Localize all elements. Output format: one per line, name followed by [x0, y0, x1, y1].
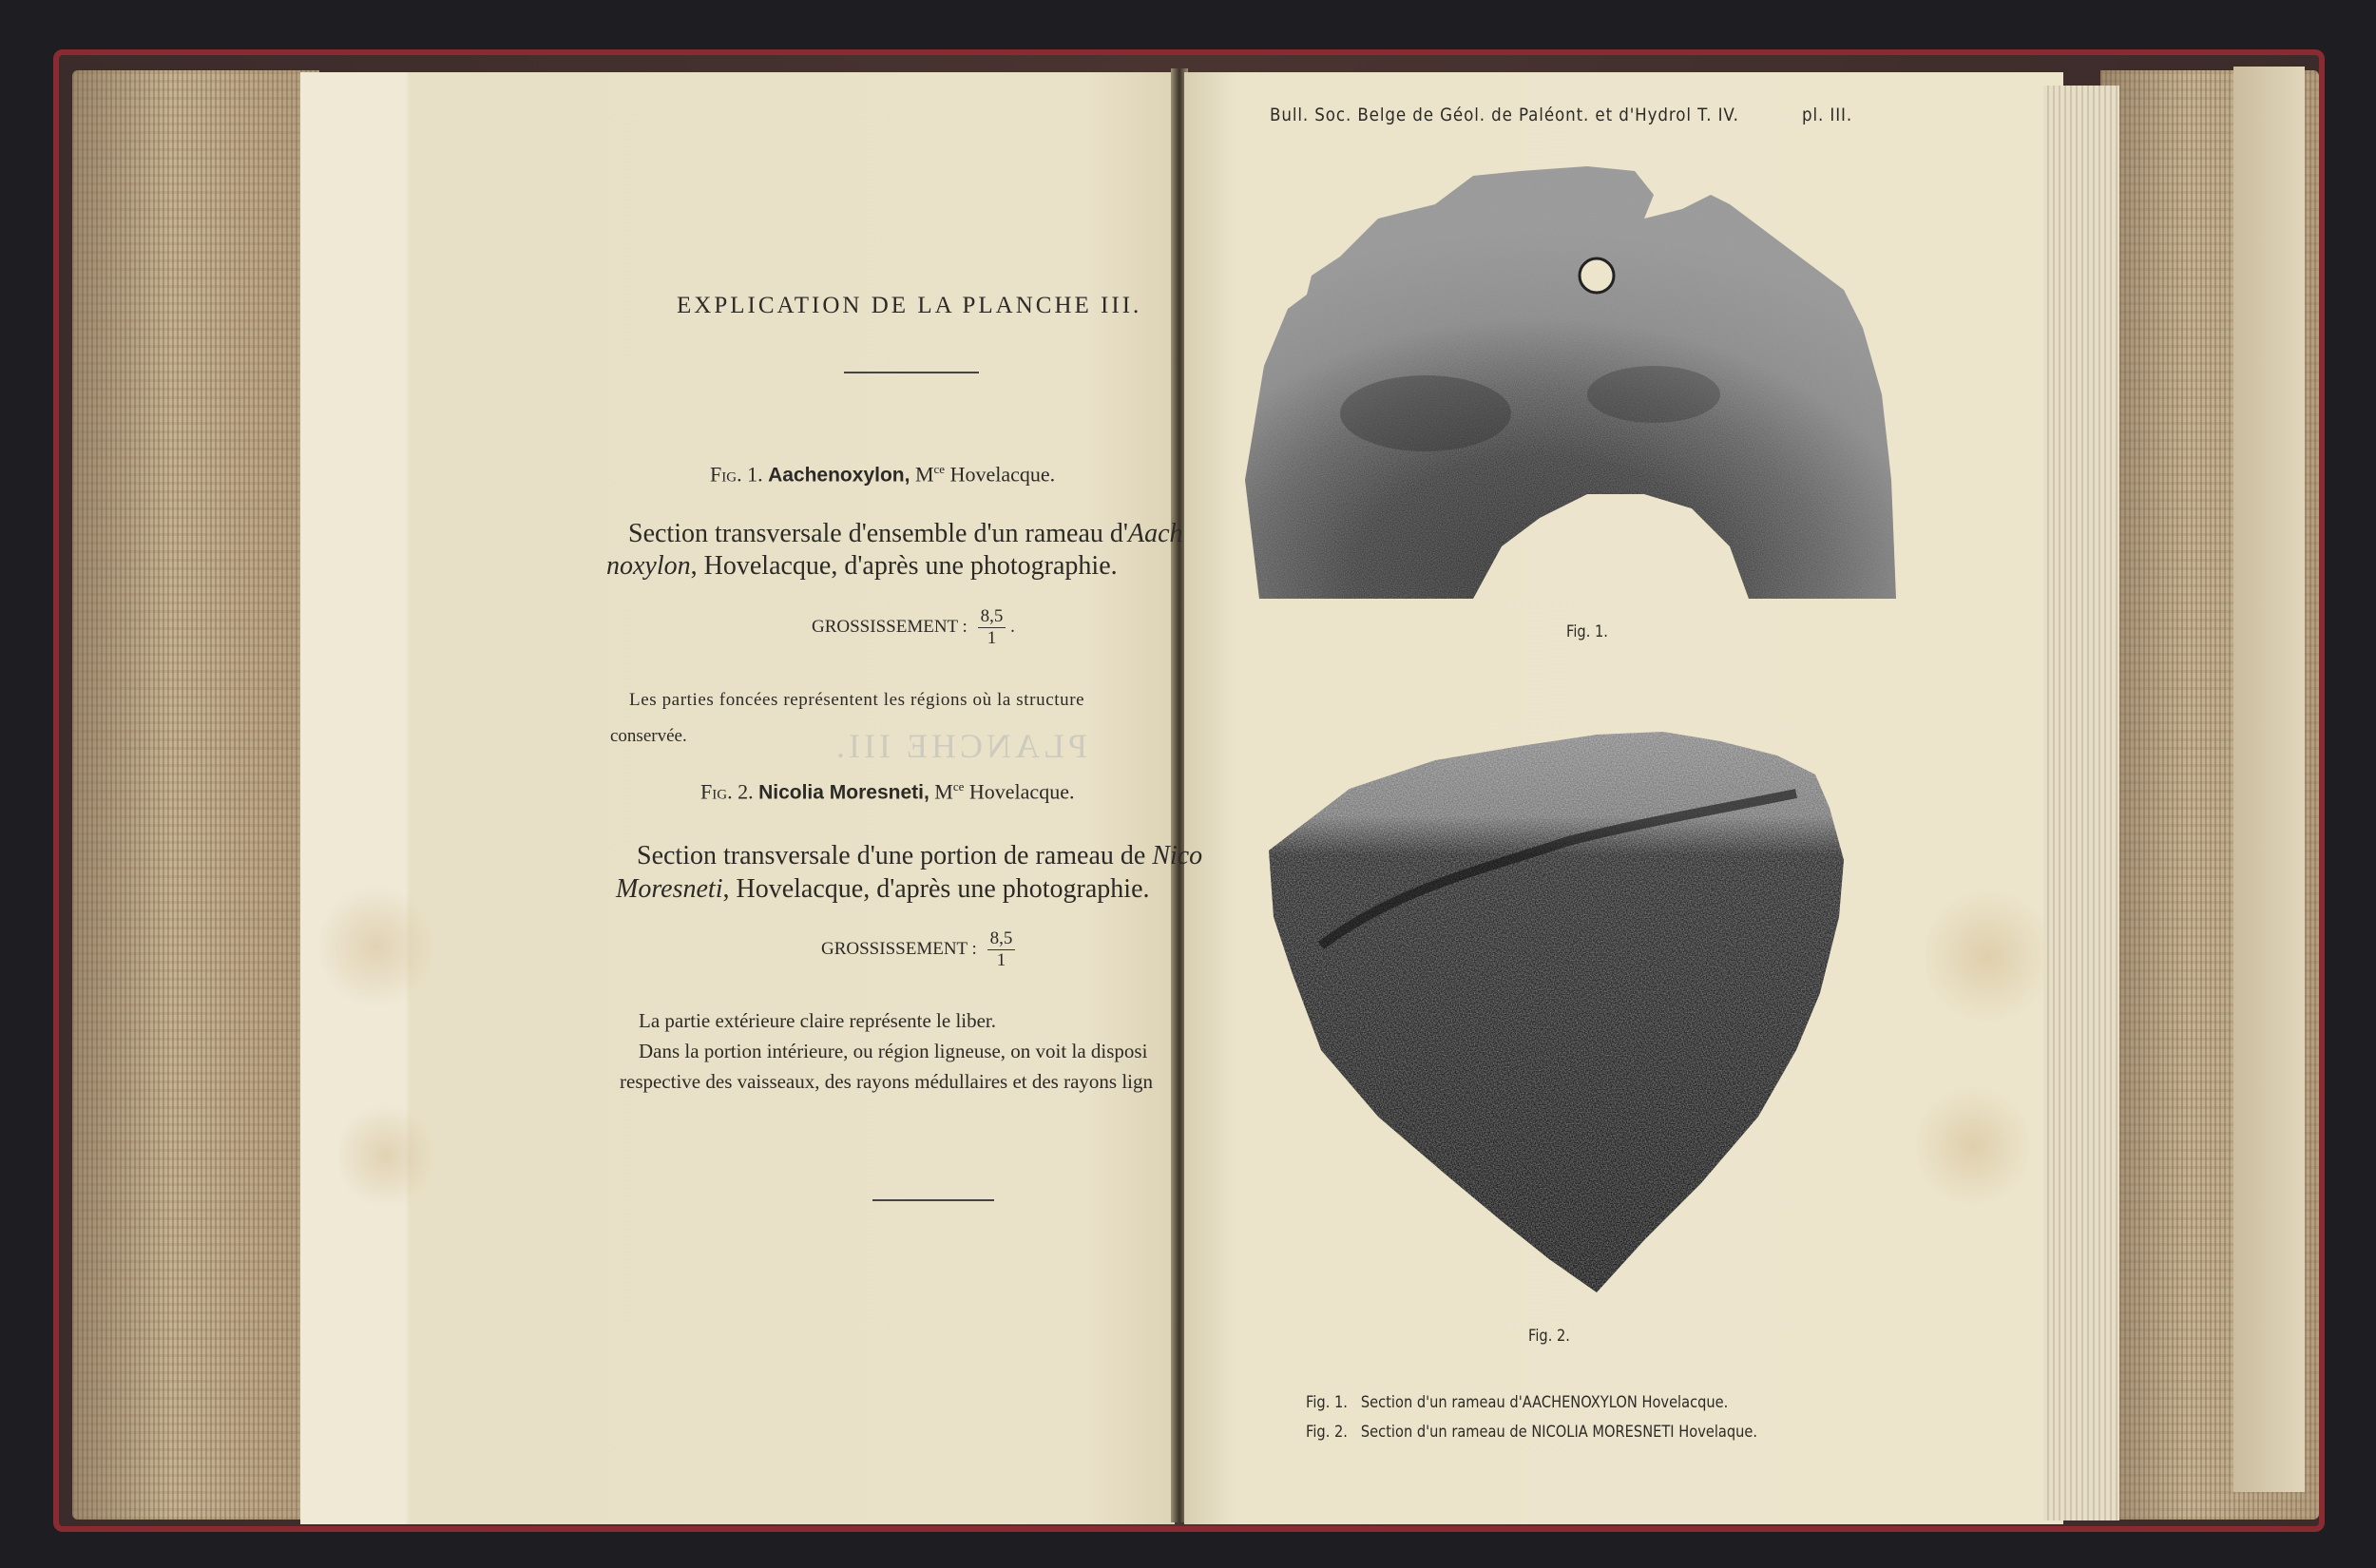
- magnification-den: 1: [987, 628, 997, 648]
- fig1-genus: Aachenoxylon,: [768, 464, 910, 487]
- fig2-author-prefix: M: [934, 779, 953, 804]
- fig2-author: Hovelacque.: [968, 779, 1075, 804]
- fig2-caption: Fig. 2.: [1528, 1327, 1570, 1346]
- fig1-desc-text: Section transversale d'ensemble d'un rameau d': [628, 519, 1128, 548]
- foxing-stain: [1926, 880, 2049, 1032]
- plate-explanation-title: EXPLICATION DE LA PLANCHE III.: [677, 293, 1142, 318]
- legend-label: Fig. 1.: [1306, 1393, 1348, 1412]
- fig1-caption: Fig. 1.: [1566, 622, 1608, 641]
- fig2-note: La partie extérieure claire représente le liber.: [639, 1009, 997, 1032]
- fig1-note-2: conservée.: [610, 726, 687, 746]
- fig2-label: Fig. 2.: [700, 779, 754, 804]
- fig2-genus: Nicolia Moresneti,: [758, 781, 929, 804]
- fig1-desc-ital: Aach: [1127, 519, 1183, 548]
- magnification-num: 8,5: [987, 928, 1016, 950]
- show-through-text: PLANCHE III.: [833, 727, 1087, 765]
- fig2-desc-text: Section transversale d'une portion de rameau de: [637, 841, 1153, 870]
- fig1-description-2: [606, 551, 1118, 582]
- legend-row: [1306, 1423, 1757, 1442]
- magnification-fraction: [987, 928, 1016, 971]
- magnification-den: 1: [996, 950, 1006, 970]
- fig2-magnification: [821, 928, 1015, 971]
- fig2-note-3: respective des vaisseaux, des rayons médullaires et des rayons lign: [620, 1070, 1154, 1093]
- fig2-photograph: [1264, 727, 1853, 1297]
- legend-label: Fig. 2.: [1306, 1423, 1348, 1442]
- journal-header: Bull. Soc. Belge de Géol. de Paléont. et d'Hydrol T. IV.: [1270, 105, 1739, 125]
- fig1-photograph: [1236, 166, 1901, 603]
- legend-row: [1306, 1393, 1728, 1412]
- fig1-note: Les parties foncées représentent les régions où la structure: [629, 690, 1085, 710]
- magnification-label: GROSSISSEMENT :: [821, 938, 977, 959]
- fig1-desc-text-2: , Hovelacque, d'après une photographie.: [690, 551, 1118, 581]
- fig2-note-2: Dans la portion intérieure, ou région ligneuse, on voit la disposi: [639, 1040, 1148, 1062]
- fig2-desc-ital-2: Moresneti: [616, 874, 723, 904]
- fig2-description-2: [616, 874, 1150, 905]
- legend-text: Section d'un rameau de NICOLIA MORESNETI Hovelaque.: [1360, 1423, 1758, 1442]
- fig1-label: Fig. 1.: [710, 462, 763, 487]
- fig1-description: [628, 519, 1183, 549]
- fig1-author-sup: ce: [933, 462, 946, 476]
- fig1-heading: [710, 462, 1055, 487]
- fig2-author-sup: ce: [952, 779, 965, 794]
- foxing-stain: [1916, 1080, 2030, 1213]
- foxing-stain: [338, 1099, 433, 1213]
- fig1-desc-ital-2: noxylon: [606, 551, 691, 581]
- fig1-magnification: GROSSISSEMENT : $\frac{8,5}{1}$ .: [812, 606, 1015, 648]
- foxing-stain: [319, 880, 433, 1013]
- magnification-label: GROSSISSEMENT :: [812, 616, 968, 637]
- flyleaf: [2233, 67, 2305, 1492]
- magnification-fraction: [978, 606, 1006, 649]
- plate-number: pl. III.: [1802, 105, 1853, 125]
- fig2-desc-ital: Nico: [1152, 841, 1203, 870]
- legend-text: Section d'un rameau d'AACHENOXYLON Hovelacque.: [1360, 1393, 1729, 1412]
- fig2-desc-text-2: , Hovelacque, d'après une photographie.: [722, 874, 1150, 904]
- fig1-author-prefix: M: [914, 462, 934, 487]
- fig1-author: Hovelacque.: [949, 462, 1056, 487]
- left-page-block: [72, 70, 319, 1520]
- fig2-description: [637, 841, 1202, 871]
- magnification-num: 8,5: [978, 606, 1006, 628]
- fig2-heading: [700, 779, 1074, 804]
- end-divider: [872, 1199, 994, 1201]
- divider: [844, 372, 979, 373]
- loose-leaves: [2043, 86, 2119, 1520]
